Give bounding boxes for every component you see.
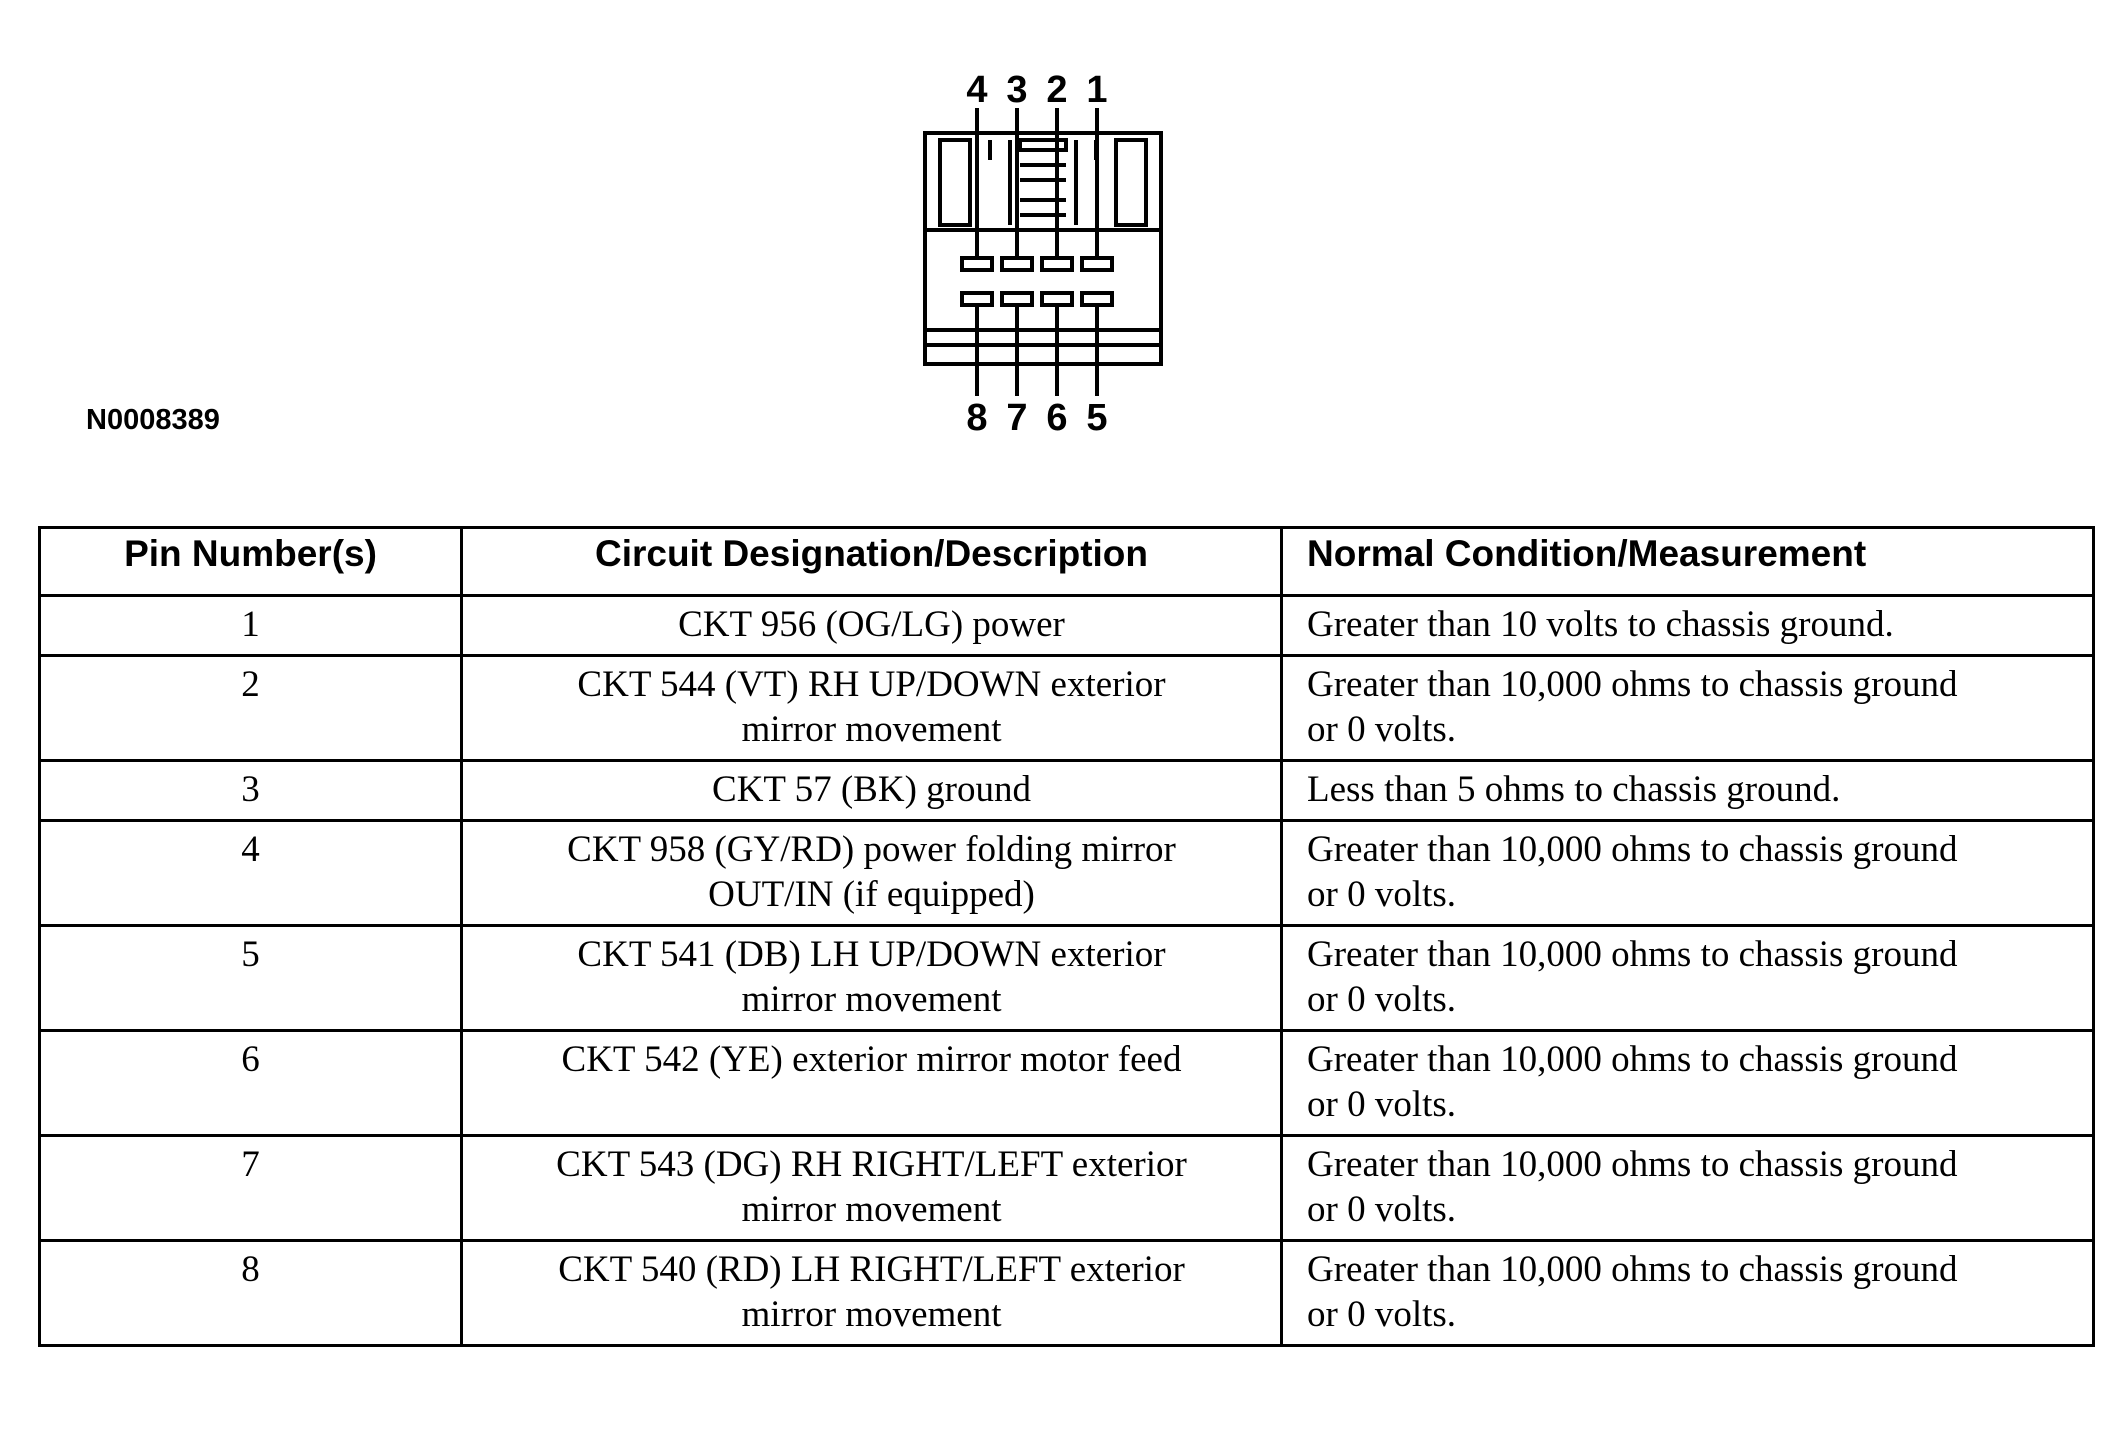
condition-line: or 0 volts.	[1307, 1084, 1457, 1125]
pin-number-cell: 4	[40, 821, 462, 926]
condition-line: Greater than 10,000 ohms to chassis ground	[1307, 664, 1958, 705]
pin-table	[38, 526, 2095, 1347]
condition-line: or 0 volts.	[1307, 979, 1457, 1020]
circuit-line: mirror movement	[741, 1294, 1002, 1335]
condition-line: or 0 volts.	[1307, 874, 1457, 915]
circuit-line: mirror movement	[741, 709, 1002, 750]
pin-label-3: 3	[1006, 69, 1028, 111]
pin-label-8: 8	[966, 397, 988, 439]
pin-number-cell: 1	[40, 596, 462, 656]
figure-reference-code: N0008389	[86, 404, 220, 436]
pin-label-6: 6	[1046, 397, 1068, 439]
condition-cell	[1282, 1136, 2094, 1241]
table-header-row	[40, 528, 2094, 596]
circuit-cell	[462, 596, 1282, 656]
circuit-cell	[462, 1136, 1282, 1241]
pin-label-2: 2	[1046, 69, 1068, 111]
table-row	[40, 926, 2094, 1031]
condition-line: Greater than 10,000 ohms to chassis ground	[1307, 1144, 1958, 1185]
circuit-line: CKT 57 (BK) ground	[712, 769, 1031, 810]
circuit-cell	[462, 926, 1282, 1031]
pin-number-cell: 2	[40, 656, 462, 761]
condition-cell	[1282, 926, 2094, 1031]
condition-line: or 0 volts.	[1307, 1189, 1457, 1230]
condition-cell	[1282, 821, 2094, 926]
header-pin-number: Pin Number(s)	[40, 528, 462, 596]
condition-line: Greater than 10,000 ohms to chassis ground	[1307, 1039, 1958, 1080]
condition-cell	[1282, 656, 2094, 761]
circuit-line: mirror movement	[741, 1189, 1002, 1230]
table-row	[40, 761, 2094, 821]
circuit-line: OUT/IN (if equipped)	[708, 874, 1035, 915]
pin-number-cell: 5	[40, 926, 462, 1031]
pin-number-cell: 8	[40, 1241, 462, 1346]
pin-label-4: 4	[966, 69, 988, 111]
table-row	[40, 821, 2094, 926]
header-condition: Normal Condition/Measurement	[1282, 528, 2094, 596]
condition-cell	[1282, 596, 2094, 656]
circuit-line: CKT 956 (OG/LG) power	[678, 604, 1065, 645]
pin-number-cell: 7	[40, 1136, 462, 1241]
circuit-line: CKT 543 (DG) RH RIGHT/LEFT exterior	[556, 1144, 1187, 1185]
condition-cell	[1282, 1031, 2094, 1136]
circuit-cell	[462, 1031, 1282, 1136]
condition-line: Greater than 10,000 ohms to chassis ground	[1307, 934, 1958, 975]
circuit-line: mirror movement	[741, 979, 1002, 1020]
condition-line: Less than 5 ohms to chassis ground.	[1307, 769, 1841, 810]
table-row	[40, 1031, 2094, 1136]
pin-label-1: 1	[1086, 69, 1108, 111]
table-row	[40, 596, 2094, 656]
condition-cell	[1282, 1241, 2094, 1346]
table-row	[40, 656, 2094, 761]
condition-line: or 0 volts.	[1307, 709, 1457, 750]
circuit-line: CKT 541 (DB) LH UP/DOWN exterior	[577, 934, 1166, 975]
condition-line: Greater than 10,000 ohms to chassis ground	[1307, 829, 1958, 870]
pin-number-cell: 3	[40, 761, 462, 821]
condition-line: Greater than 10,000 ohms to chassis ground	[1307, 1249, 1958, 1290]
circuit-cell	[462, 656, 1282, 761]
circuit-line: CKT 544 (VT) RH UP/DOWN exterior	[577, 664, 1166, 705]
table-row	[40, 1241, 2094, 1346]
connector-diagram	[0, 0, 2124, 480]
condition-cell	[1282, 761, 2094, 821]
condition-line: or 0 volts.	[1307, 1294, 1457, 1335]
circuit-cell	[462, 761, 1282, 821]
pin-label-5: 5	[1086, 397, 1108, 439]
table-row	[40, 1136, 2094, 1241]
pin-label-7: 7	[1006, 397, 1028, 439]
pin-number-cell: 6	[40, 1031, 462, 1136]
circuit-cell	[462, 1241, 1282, 1346]
circuit-line: CKT 542 (YE) exterior mirror motor feed	[561, 1039, 1182, 1080]
circuit-cell	[462, 821, 1282, 926]
condition-line: Greater than 10 volts to chassis ground.	[1307, 604, 1894, 645]
header-circuit: Circuit Designation/Description	[462, 528, 1282, 596]
circuit-line: CKT 540 (RD) LH RIGHT/LEFT exterior	[558, 1249, 1185, 1290]
circuit-line: CKT 958 (GY/RD) power folding mirror	[567, 829, 1176, 870]
